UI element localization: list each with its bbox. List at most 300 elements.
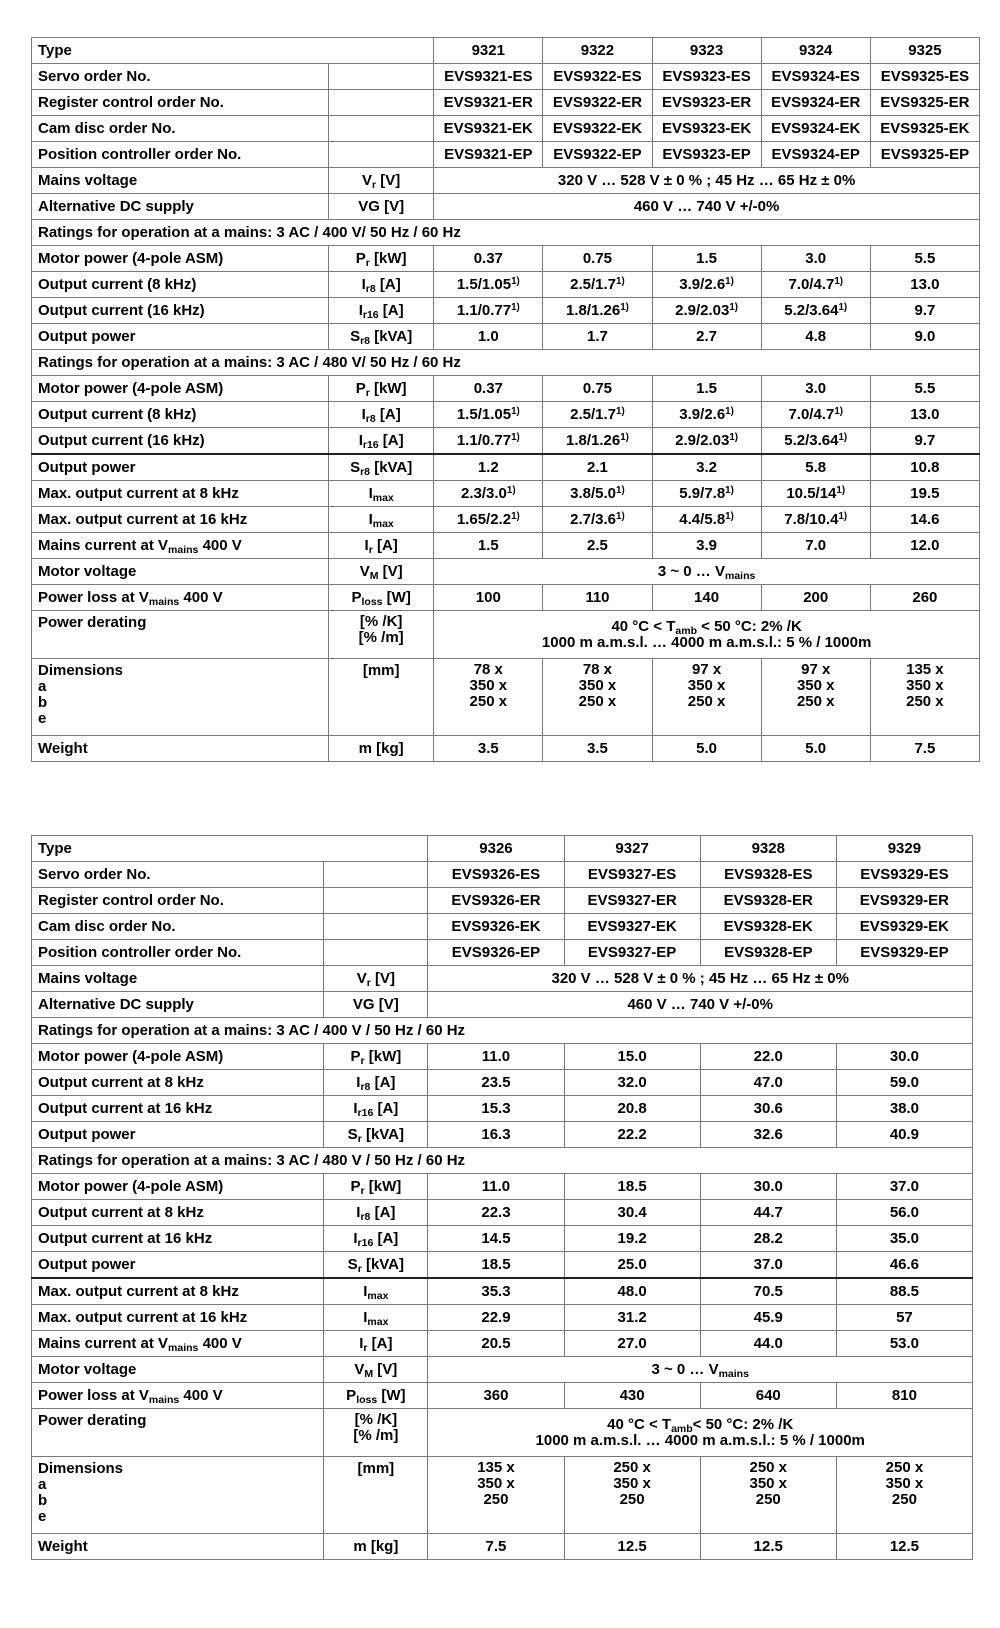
rating-value-text: 5.5 (914, 250, 936, 267)
order-number (761, 142, 870, 168)
dimension-line: 250 x (749, 1459, 788, 1476)
rating-value-text: 0.75 (582, 380, 613, 397)
row-label (32, 1252, 324, 1279)
rating-value-text: 4.8 (805, 328, 827, 345)
row-label-text: Alternative DC supply (38, 996, 194, 1013)
order-number (761, 90, 870, 116)
order-number-text: EVS9329-ES (860, 866, 949, 883)
rating-value-text: 44.7 (753, 1204, 783, 1221)
rating-value-text: 3.2 (696, 459, 717, 476)
model-number: 9325 (908, 42, 942, 59)
derating-temp-pre: 40 °C < T (607, 1415, 672, 1433)
symbol-subscript: max (372, 492, 394, 504)
row-label (32, 507, 329, 533)
rating-value (434, 324, 543, 350)
model-header (761, 38, 870, 64)
symbol-subscript: r8 (360, 1081, 371, 1093)
rating-value-text: 2.5/1.7 (570, 406, 617, 423)
order-number-text: EVS9328-EK (723, 918, 813, 935)
order-number (700, 862, 836, 888)
unit: [A] (378, 432, 404, 449)
empty-cell (329, 90, 434, 116)
unit: [V] (376, 172, 401, 189)
weight-unit: m [kg] (358, 740, 404, 757)
rating-value-text: 18.5 (481, 1256, 511, 1273)
unit: [V] (370, 970, 395, 987)
order-number-text: EVS9325-EK (880, 120, 970, 137)
rating-value-text: 1.5 (696, 250, 717, 267)
row-label (32, 533, 329, 559)
unit: [A] (370, 1204, 396, 1221)
weight-value (700, 1534, 836, 1560)
dimensions-row (32, 659, 980, 736)
symbol-subscript: r (357, 1133, 362, 1145)
unit-symbol (329, 428, 434, 455)
order-number (836, 914, 972, 940)
power-loss-text: 260 (912, 589, 938, 606)
rating-value (836, 1200, 972, 1226)
weight-text: 12.5 (889, 1538, 920, 1555)
footnote-marker: 1) (616, 276, 625, 287)
rating-value (761, 428, 870, 455)
order-number (836, 888, 972, 914)
rating-value-text: 3.9/2.6 (679, 406, 726, 423)
unit-symbol (324, 1409, 428, 1457)
symbol-subscript: r16 (362, 439, 379, 451)
rating-value-text: 22.3 (481, 1204, 511, 1221)
weight-text: 12.5 (617, 1538, 647, 1555)
row-label (32, 298, 329, 324)
order-number-text: EVS9329-EK (859, 918, 950, 935)
symbol: V (356, 970, 367, 987)
order-number-text: EVS9324-EK (771, 120, 861, 137)
section-heading (32, 350, 980, 376)
power-loss-text: 430 (619, 1387, 645, 1404)
motor-voltage-row (32, 559, 980, 585)
order-number (434, 142, 543, 168)
order-number (543, 90, 652, 116)
unit: [A] (367, 1335, 393, 1352)
symbol-subscript: loss (356, 1394, 378, 1406)
row-label-text: Max. output current at 16 kHz (38, 511, 248, 528)
row-label (32, 402, 329, 428)
rating-value-text: 5.2/3.64 (784, 302, 839, 319)
symbol: I (353, 1230, 358, 1247)
order-number-text: EVS9327-ES (587, 866, 677, 883)
rating-value (564, 1305, 700, 1331)
symbol-subscript: r (365, 257, 370, 269)
unit-symbol (329, 507, 434, 533)
dimension-line: 350 x (796, 677, 835, 694)
unit: [A] (375, 406, 401, 423)
unit-symbol (329, 298, 434, 324)
rating-value-text: 31.2 (617, 1309, 647, 1326)
symbol: V (362, 172, 373, 189)
rating-value (870, 428, 979, 455)
symbol: I (364, 537, 369, 554)
dimension-line: 250 (619, 1491, 645, 1508)
section-heading (32, 220, 980, 246)
row-label (32, 1331, 324, 1357)
footnote-marker: 1) (616, 485, 625, 496)
rating-value-text: 1.65/2.2 (456, 511, 512, 528)
dimension-line: 350 x (578, 677, 617, 694)
dimension-letter: e (38, 710, 47, 727)
value-subscript: mains (718, 1368, 749, 1380)
weight-value (836, 1534, 972, 1560)
rating-value (434, 507, 543, 533)
rating-value-text: 1.0 (477, 328, 499, 345)
label-suffix: 400 V (179, 1387, 223, 1404)
symbol-subscript: r16 (357, 1237, 374, 1249)
rating-value (652, 376, 761, 402)
header-row (32, 836, 973, 862)
footnote-marker: 1) (511, 406, 520, 417)
dimension-line: 250 x (687, 693, 726, 710)
footnote-marker: 1) (729, 432, 739, 443)
row-label-text: Register control order No. (38, 94, 224, 111)
power-loss-row (32, 1383, 973, 1409)
unit-symbol (324, 1383, 428, 1409)
rating-value-text: 2.3/3.0 (461, 485, 507, 502)
symbol: I (363, 1283, 368, 1300)
order-number (836, 940, 972, 966)
label-subscript: mains (148, 596, 180, 608)
empty-cell (329, 116, 434, 142)
rating-value (870, 402, 979, 428)
spanning-value (434, 194, 980, 220)
symbol: I (356, 1074, 361, 1091)
weight-value (428, 1534, 564, 1560)
rating-value (564, 1122, 700, 1148)
footnote-marker: 1) (725, 276, 734, 287)
power-loss-value (428, 1383, 564, 1409)
rating-row (32, 1122, 973, 1148)
row-label (32, 736, 329, 762)
symbol-subscript: r8 (365, 283, 376, 295)
symbol: S (350, 328, 361, 345)
order-number-text: EVS9321-ER (443, 94, 533, 111)
rating-row (32, 1044, 973, 1070)
dimension-line: 350 x (469, 677, 508, 694)
power-loss-text: 360 (483, 1387, 509, 1404)
order-number-text: EVS9324-ER (771, 94, 861, 111)
row-label-text: Output current at 16 kHz (38, 1100, 213, 1117)
dimension-line: 97 x (801, 661, 831, 678)
rating-row (32, 428, 980, 455)
footnote-marker: 1) (511, 302, 520, 313)
row-label (32, 966, 324, 992)
row-label (32, 1278, 324, 1305)
order-number (700, 940, 836, 966)
section-row (32, 350, 980, 376)
symbol-subscript: M (364, 1368, 374, 1380)
order-number (652, 142, 761, 168)
rating-value-text: 14.6 (910, 511, 940, 528)
row-label (32, 1226, 324, 1252)
rating-value-text: 9.0 (914, 328, 936, 345)
label-subscript: mains (148, 1394, 180, 1406)
rating-value (564, 1070, 700, 1096)
dimension-letter: a (38, 1476, 47, 1493)
row-label (32, 168, 329, 194)
dimension-letter: b (38, 1492, 48, 1509)
order-row (32, 888, 973, 914)
row-label (32, 481, 329, 507)
order-number-text: EVS9322-ER (552, 94, 643, 111)
row-label-text: Power derating (38, 614, 147, 631)
rating-value-text: 30.4 (617, 1204, 647, 1221)
weight-unit: m [kg] (353, 1538, 399, 1555)
rating-value (434, 533, 543, 559)
footnote-marker: 1) (725, 485, 734, 496)
rating-value-text: 0.37 (473, 250, 503, 267)
rating-value-text: 37.0 (889, 1178, 920, 1195)
empty-cell (329, 64, 434, 90)
rating-value (564, 1174, 700, 1200)
unit-symbol (329, 481, 434, 507)
unit-symbol (329, 246, 434, 272)
spanning-value-text: 320 V … 528 V ± 0 % ; 45 Hz … 65 Hz ± 0% (551, 970, 849, 987)
order-number (543, 64, 652, 90)
unit: [kW] (369, 380, 407, 397)
dimension-value (836, 1457, 972, 1534)
weight-text: 5.0 (696, 740, 717, 757)
power-loss-value (700, 1383, 836, 1409)
rating-value-text: 88.5 (889, 1283, 920, 1300)
symbol: I (361, 406, 366, 423)
order-number-text: EVS9324-ES (771, 68, 860, 85)
order-number-text: EVS9321-ES (444, 68, 533, 85)
order-row (32, 64, 980, 90)
row-label (32, 611, 329, 659)
rating-value-text: 2.7/3.6 (570, 511, 617, 528)
order-number (564, 914, 700, 940)
rating-value-text: 3.0 (805, 250, 827, 267)
rating-value (543, 376, 652, 402)
rating-value (428, 1122, 564, 1148)
rating-value-text: 1.2 (477, 459, 499, 476)
symbol-subscript: r8 (360, 1211, 371, 1223)
order-number-text: EVS9323-EP (662, 146, 751, 163)
symbol: I (359, 1335, 364, 1352)
rating-value (543, 507, 652, 533)
symbol: V (354, 1361, 365, 1378)
weight-value (564, 1534, 700, 1560)
dimension-line: 350 x (687, 677, 726, 694)
rating-value (836, 1122, 972, 1148)
row-label-text: Power derating (38, 1412, 147, 1429)
row-label-text: Power loss at V (38, 589, 149, 606)
power-derating-row (32, 1409, 973, 1457)
dimension-value (428, 1457, 564, 1534)
row-label (32, 1357, 324, 1383)
unit: [A] (378, 302, 404, 319)
order-row (32, 862, 973, 888)
section-heading-text: Ratings for operation at a mains: 3 AC / 400 V / 50 Hz / 60 Hz (38, 1022, 466, 1039)
rating-value (652, 246, 761, 272)
footnote-marker: 1) (838, 511, 848, 522)
model-number: 9323 (689, 42, 724, 59)
unit: [kVA] (361, 1256, 405, 1273)
rating-value-text: 53.0 (889, 1335, 920, 1352)
rating-value-text: 1.8/1.26 (565, 432, 621, 449)
symbol-subscript: r (360, 1185, 365, 1197)
rating-value (761, 376, 870, 402)
rating-value-text: 5.2/3.64 (784, 432, 839, 449)
derating-unit-m: [% /m] (358, 629, 404, 646)
model-number: 9324 (799, 42, 833, 59)
rating-value (428, 1278, 564, 1305)
derating-altitude: 1000 m a.m.s.l. … 4000 m a.m.s.l.: 5 % / 1000m (541, 633, 872, 651)
row-label-text: Motor voltage (38, 1361, 137, 1378)
order-number-text: EVS9328-EP (724, 944, 813, 961)
row-label-text: Motor power (4-pole ASM) (38, 380, 224, 397)
rating-value (761, 533, 870, 559)
row-label-text: Register control order No. (38, 892, 224, 909)
order-number-text: EVS9321-EK (443, 120, 533, 137)
order-number (564, 888, 700, 914)
rating-value (543, 298, 652, 324)
rating-row (32, 1096, 973, 1122)
rating-value-text: 25.0 (617, 1256, 647, 1273)
unit-symbol (329, 736, 434, 762)
rating-value (761, 481, 870, 507)
rating-value-text: 57 (896, 1309, 913, 1326)
order-number-text: EVS9327-ER (587, 892, 677, 909)
rating-value (700, 1044, 836, 1070)
section-heading-text: Ratings for operation at a mains: 3 AC / 480 V/ 50 Hz / 60 Hz (38, 354, 461, 371)
symbol-subscript: loss (361, 596, 383, 608)
row-label-text: Output current (16 kHz) (38, 302, 205, 319)
rating-value-text: 38.0 (889, 1100, 920, 1117)
rating-value-text: 1.5 (696, 380, 717, 397)
unit-symbol (329, 324, 434, 350)
row-label (32, 1457, 324, 1534)
row-label-text: Mains voltage (38, 970, 138, 987)
unit-symbol (329, 272, 434, 298)
unit-symbol (324, 1174, 428, 1200)
rating-value-text: 32.0 (617, 1074, 647, 1091)
section-heading-text: Ratings for operation at a mains: 3 AC / 480 V / 50 Hz / 60 Hz (38, 1152, 466, 1169)
rating-value (543, 402, 652, 428)
dc-supply-row (32, 992, 973, 1018)
rating-value (761, 454, 870, 481)
rating-value (700, 1278, 836, 1305)
rating-value (652, 507, 761, 533)
unit: [A] (370, 1074, 396, 1091)
dimension-line: 350 x (613, 1475, 651, 1492)
order-number (870, 116, 979, 142)
power-loss-value (761, 585, 870, 611)
weight-row (32, 736, 980, 762)
dimension-line: 350 x (477, 1475, 515, 1492)
order-number (564, 862, 700, 888)
rating-value-text: 3.9 (696, 537, 717, 554)
rating-value (543, 533, 652, 559)
unit: [kW] (364, 1178, 402, 1195)
row-label (32, 116, 329, 142)
rating-value (870, 533, 979, 559)
order-number (836, 862, 972, 888)
rating-value (652, 402, 761, 428)
symbol: P (351, 589, 362, 606)
dimension-line: 250 x (469, 693, 508, 710)
rating-value (870, 324, 979, 350)
row-label-text: Output current at 8 kHz (38, 1074, 204, 1091)
dimension-line: 350 x (885, 1475, 924, 1492)
derating-temperature (434, 1417, 966, 1433)
rating-value (700, 1226, 836, 1252)
row-label-text: Dimensions (38, 1460, 124, 1477)
rating-value (836, 1174, 972, 1200)
weight-value (652, 736, 761, 762)
rating-value-text: 46.6 (889, 1256, 920, 1273)
power-loss-value (564, 1383, 700, 1409)
row-label (32, 1305, 324, 1331)
rating-value-text: 2.7 (696, 328, 717, 345)
dimension-line: 250 (891, 1491, 917, 1508)
rating-value-text: 5.8 (805, 459, 827, 476)
power-loss-value (543, 585, 652, 611)
symbol: I (361, 276, 366, 293)
order-number (428, 914, 564, 940)
symbol: VG [V] (352, 996, 399, 1013)
row-label (32, 194, 329, 220)
rating-value (543, 324, 652, 350)
rating-value-text: 15.3 (481, 1100, 511, 1117)
footnote-marker: 1) (511, 276, 520, 287)
rating-value-text: 10.8 (910, 459, 940, 476)
model-number: 9322 (580, 42, 615, 59)
order-number-text: EVS9325-ES (880, 68, 970, 85)
rating-value-text: 2.9/2.03 (675, 302, 730, 319)
row-label (32, 376, 329, 402)
row-label (32, 1534, 324, 1560)
spanning-value (428, 1357, 973, 1383)
section-heading (32, 1018, 973, 1044)
row-label (32, 1174, 324, 1200)
row-label-text: Mains voltage (38, 172, 138, 189)
dimension-value (700, 1457, 836, 1534)
rating-value (870, 298, 979, 324)
rating-row (32, 507, 980, 533)
unit-symbol (324, 992, 428, 1018)
rating-value (761, 324, 870, 350)
row-label (32, 454, 329, 481)
rating-value (428, 1044, 564, 1070)
label-subscript: mains (168, 544, 199, 556)
rating-value (870, 272, 979, 298)
row-label (32, 585, 329, 611)
symbol: I (353, 1100, 358, 1117)
power-loss-text: 140 (694, 589, 720, 606)
unit-symbol (329, 585, 434, 611)
rating-value (870, 507, 979, 533)
type-label-text: Type (38, 840, 72, 857)
spanning-value (434, 559, 980, 585)
dimension-line: 250 (483, 1491, 509, 1508)
derating-value (428, 1409, 973, 1457)
symbol-subscript: max (367, 1290, 389, 1302)
model-number: 9328 (751, 840, 785, 857)
dimension-line: 250 (755, 1491, 781, 1508)
symbol-subscript: r (372, 179, 377, 191)
symbol-subscript: r16 (362, 309, 379, 321)
symbol: I (368, 485, 373, 502)
footnote-marker: 1) (834, 406, 843, 417)
rating-row (32, 481, 980, 507)
